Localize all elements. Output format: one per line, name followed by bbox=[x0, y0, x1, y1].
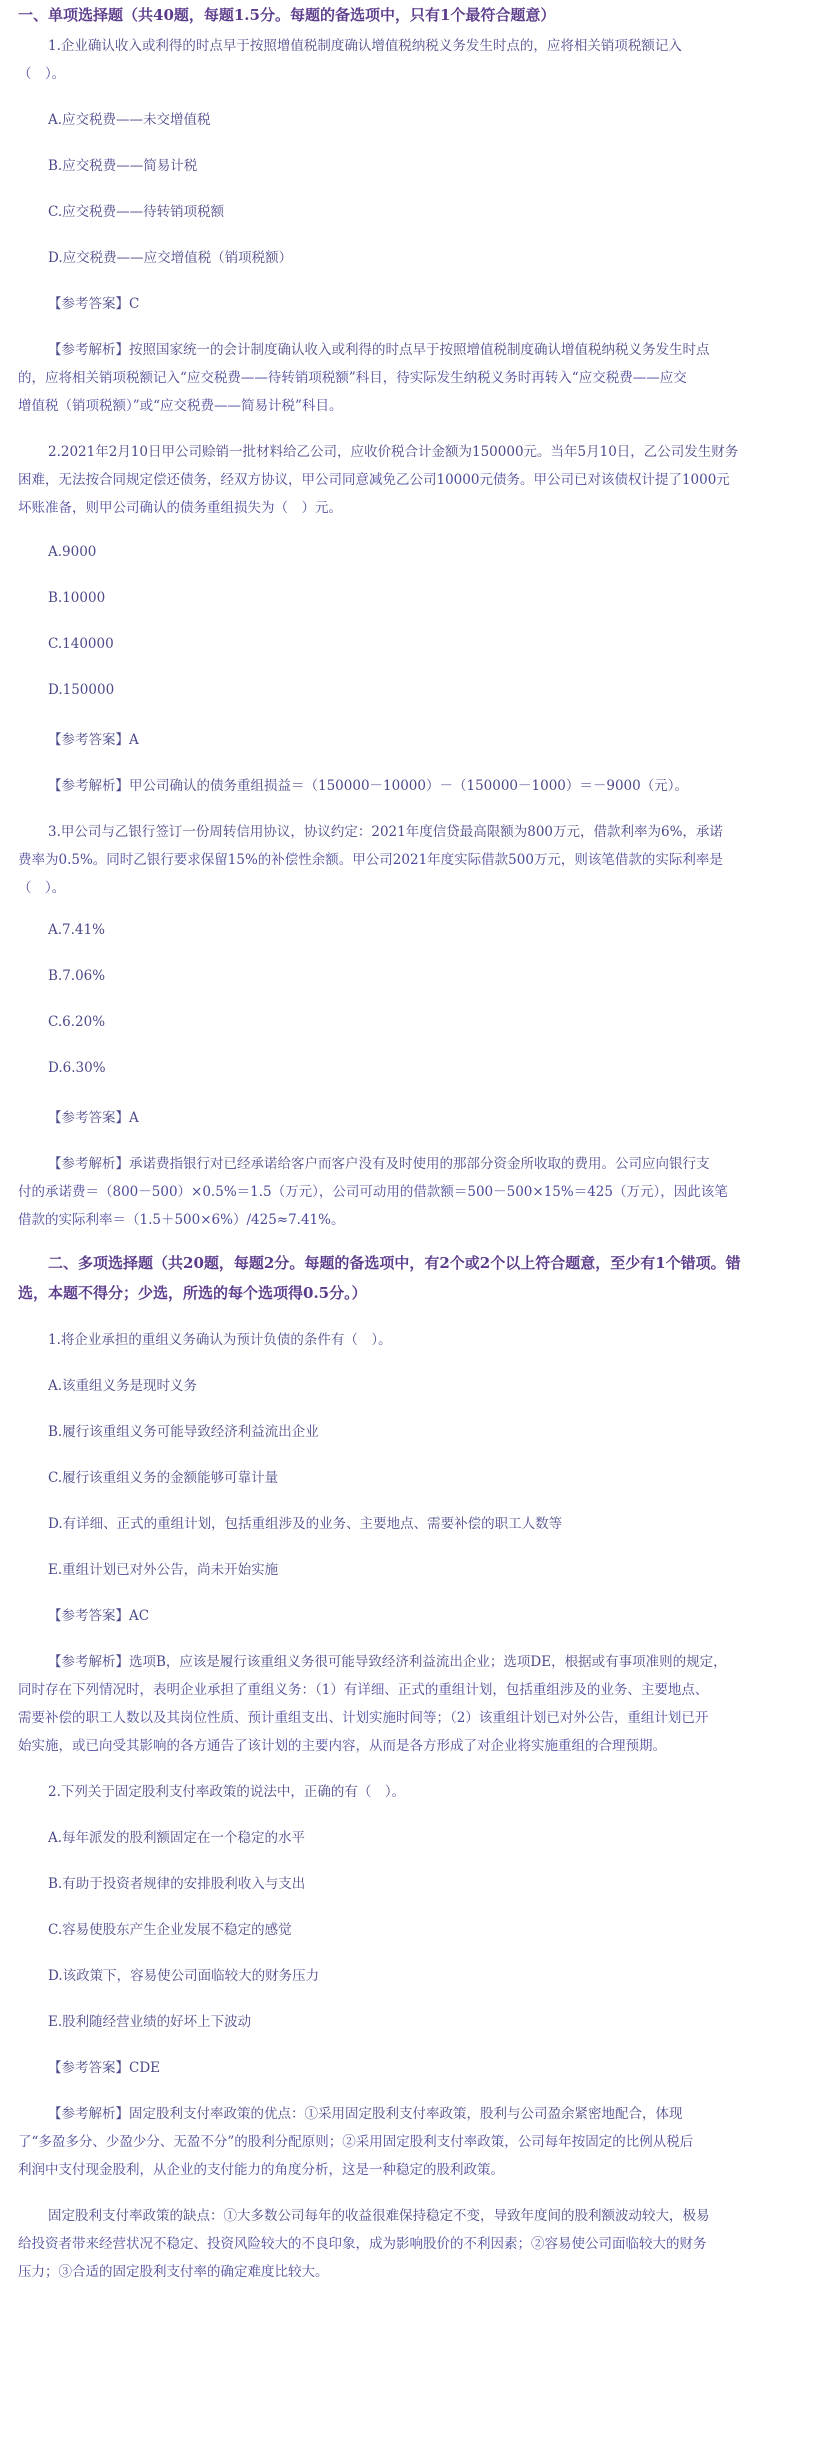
option-d: D.该政策下，容易使公司面临较大的财务压力 bbox=[48, 1968, 320, 1984]
question-stem: 1.将企业承担的重组义务确认为预计负债的条件有（ ）。 bbox=[48, 1332, 392, 1348]
option-b: B.应交税费——简易计税 bbox=[48, 158, 198, 174]
reference-analysis: 需要补偿的职工人数以及其岗位性质、预计重组支出、计划实施时间等；（2）该重组计划已对外公告，重组计划已开 bbox=[18, 1710, 709, 1726]
option-e: E.重组计划已对外公告，尚未开始实施 bbox=[48, 1562, 279, 1578]
option-c: C.6.20% bbox=[48, 1014, 106, 1030]
reference-answer: 【参考答案】C bbox=[48, 296, 140, 312]
option-c: C.容易使股东产生企业发展不稳定的感觉 bbox=[48, 1922, 292, 1938]
reference-answer: 【参考答案】A bbox=[48, 732, 139, 748]
option-a: A.9000 bbox=[48, 544, 97, 560]
reference-analysis: 了“多盈多分、少盈少分、无盈不分”的股利分配原则；②采用固定股利支付率政策，公司每年按固定的比例从税后 bbox=[18, 2134, 694, 2150]
option-b: B.履行该重组义务可能导致经济利益流出企业 bbox=[48, 1424, 319, 1440]
reference-answer: 【参考答案】CDE bbox=[48, 2060, 161, 2076]
option-b: B.有助于投资者规律的安排股利收入与支出 bbox=[48, 1876, 306, 1892]
option-d: D.有详细、正式的重组计划，包括重组涉及的业务、主要地点、需要补偿的职工人数等 bbox=[48, 1516, 563, 1532]
question-stem: 坏账准备，则甲公司确认的债务重组损失为（ ）元。 bbox=[18, 500, 342, 516]
reference-analysis: 【参考解析】甲公司确认的债务重组损益＝（150000－10000）－（150000－1000）＝－9000（元）。 bbox=[48, 778, 688, 794]
option-a: A.7.41% bbox=[48, 922, 105, 938]
option-c: C.履行该重组义务的金额能够可靠计量 bbox=[48, 1470, 279, 1486]
question-stem: 1.企业确认收入或利得的时点早于按照增值税制度确认增值税纳税义务发生时点的，应将相关销项税额记入 bbox=[48, 38, 682, 54]
reference-analysis: 压力；③合适的固定股利支付率的确定难度比较大。 bbox=[18, 2264, 329, 2280]
section-title-multiple-choice: 二、多项选择题（共20题，每题2分。每题的备选项中，有2个或2个以上符合题意，至少有1个错项。错 bbox=[48, 1254, 741, 1272]
reference-analysis: 利润中支付现金股利，从企业的支付能力的角度分析，这是一种稳定的股利政策。 bbox=[18, 2162, 504, 2178]
reference-analysis: 【参考解析】承诺费指银行对已经承诺给客户而客户没有及时使用的那部分资金所收取的费用。公司应向银行支 bbox=[48, 1156, 710, 1172]
option-a: A.应交税费——未交增值税 bbox=[48, 112, 211, 128]
option-b: B.7.06% bbox=[48, 968, 106, 984]
option-d: D.150000 bbox=[48, 682, 115, 698]
option-b: B.10000 bbox=[48, 590, 106, 606]
question-stem: 困难，无法按合同规定偿还债务，经双方协议，甲公司同意减免乙公司10000元债务。甲公司已对该债权计提了1000元 bbox=[18, 472, 730, 488]
reference-answer: 【参考答案】A bbox=[48, 1110, 139, 1126]
reference-analysis: 始实施，或已向受其影响的各方通告了该计划的主要内容，从而是各方形成了对企业将实施重组的合理预期。 bbox=[18, 1738, 666, 1754]
reference-analysis: 固定股利支付率政策的缺点：①大多数公司每年的收益很难保持稳定不变，导致年度间的股利额波动较大，极易 bbox=[48, 2208, 710, 2224]
option-a: A.该重组义务是现时义务 bbox=[48, 1378, 198, 1394]
reference-analysis: 付的承诺费＝（800－500）×0.5%＝1.5（万元），公司可动用的借款额＝500－500×15%＝425（万元），因此该笔 bbox=[18, 1184, 728, 1200]
question-stem: 2.下列关于固定股利支付率政策的说法中，正确的有（ ）。 bbox=[48, 1784, 406, 1800]
reference-analysis: 同时存在下列情况时，表明企业承担了重组义务：（1）有详细、正式的重组计划，包括重组涉及的业务、主要地点、 bbox=[18, 1682, 709, 1698]
option-e: E.股利随经营业绩的好坏上下波动 bbox=[48, 2014, 252, 2030]
reference-analysis: 【参考解析】固定股利支付率政策的优点：①采用固定股利支付率政策，股利与公司盈余紧密地配合，体现 bbox=[48, 2106, 683, 2122]
question-stem: （ ）。 bbox=[18, 66, 66, 82]
reference-analysis: 增值税（销项税额）”或“应交税费——简易计税”科目。 bbox=[18, 398, 343, 414]
question-stem: 费率为0.5%。同时乙银行要求保留15%的补偿性余额。甲公司2021年度实际借款500万元，则该笔借款的实际利率是 bbox=[18, 852, 723, 868]
option-a: A.每年派发的股利额固定在一个稳定的水平 bbox=[48, 1830, 306, 1846]
option-d: D.6.30% bbox=[48, 1060, 106, 1076]
reference-analysis: 的，应将相关销项税额记入“应交税费——待转销项税额”科目，待实际发生纳税义务时再转入“应交税费——应交 bbox=[18, 370, 687, 386]
question-stem: 2.2021年2月10日甲公司赊销一批材料给乙公司，应收价税合计金额为150000元。当年5月10日，乙公司发生财务 bbox=[48, 444, 739, 460]
question-stem: 3.甲公司与乙银行签订一份周转信用协议，协议约定：2021年度信贷最高限额为800万元，借款利率为6%，承诺 bbox=[48, 824, 723, 840]
reference-analysis: 【参考解析】按照国家统一的会计制度确认收入或利得的时点早于按照增值税制度确认增值税纳税义务发生时点 bbox=[48, 342, 710, 358]
option-d: D.应交税费——应交增值税（销项税额） bbox=[48, 250, 293, 266]
reference-answer: 【参考答案】AC bbox=[48, 1608, 150, 1624]
section-title-multiple-choice: 选，本题不得分；少选，所选的每个选项得0.5分。） bbox=[18, 1284, 367, 1302]
question-stem: （ ）。 bbox=[18, 880, 66, 896]
reference-analysis: 给投资者带来经营状况不稳定、投资风险较大的不良印象，成为影响股价的不利因素；②容易使公司面临较大的财务 bbox=[18, 2236, 707, 2252]
option-c: C.应交税费——待转销项税额 bbox=[48, 204, 225, 220]
reference-analysis: 【参考解析】选项B，应该是履行该重组义务很可能导致经济利益流出企业；选项DE，根据或有事项准则的规定， bbox=[48, 1654, 727, 1670]
section-title-single-choice: 一、单项选择题（共40题，每题1.5分。每题的备选项中，只有1个最符合题意） bbox=[18, 6, 556, 24]
option-c: C.140000 bbox=[48, 636, 114, 652]
reference-analysis: 借款的实际利率＝（1.5＋500×6%）/425≈7.41%。 bbox=[18, 1212, 345, 1228]
